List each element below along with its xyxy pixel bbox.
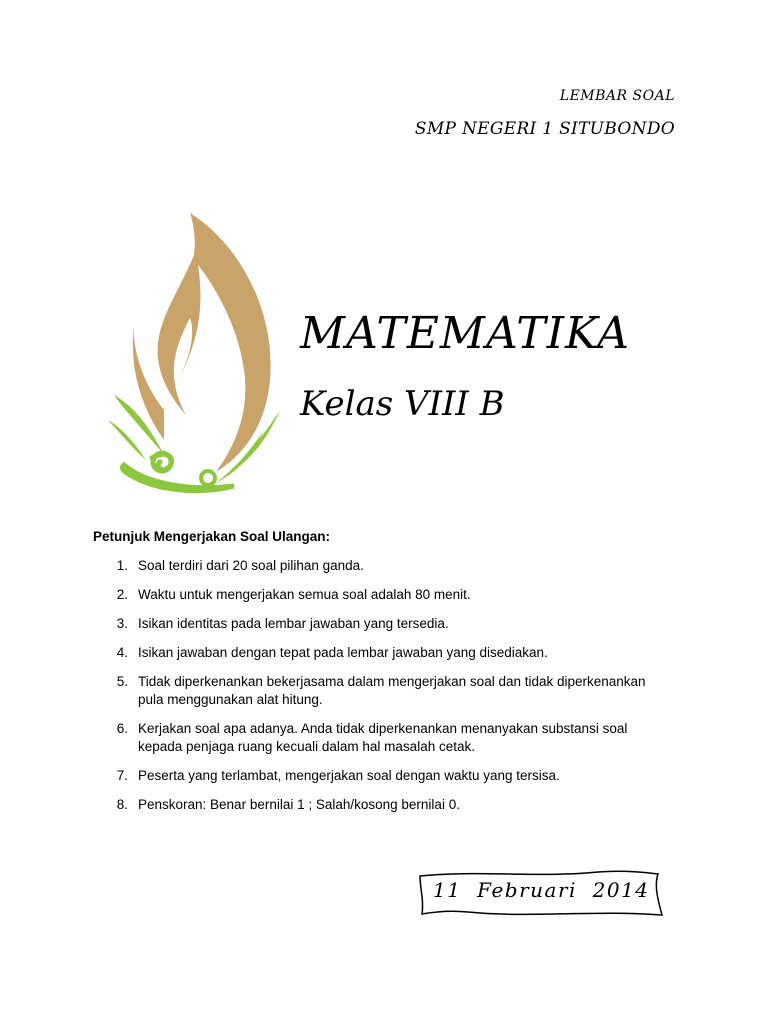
instruction-item	[93, 673, 673, 709]
instruction-number: 1.	[116, 558, 128, 573]
instructions-section	[93, 529, 673, 825]
instruction-item	[93, 796, 673, 814]
subject-title: MATEMATIKA	[300, 308, 630, 359]
instruction-text: Penskoran: Benar bernilai 1 ; Salah/kosong bernilai 0.	[138, 797, 460, 812]
instruction-item	[93, 615, 673, 633]
instruction-number: 7.	[116, 768, 128, 783]
instruction-item	[93, 720, 673, 756]
instruction-number: 2.	[116, 587, 128, 602]
instruction-text: Waktu untuk mengerjakan semua soal adalah 80 menit.	[138, 587, 471, 602]
instruction-item	[93, 767, 673, 785]
document-type-label: LEMBAR SOAL	[559, 88, 675, 104]
instructions-list	[93, 557, 673, 814]
instruction-text: Isikan jawaban dengan tepat pada lembar jawaban yang disediakan.	[138, 645, 548, 660]
instruction-number: 6.	[116, 721, 128, 736]
instruction-text: Peserta yang terlambat, mengerjakan soal dengan waktu yang tersisa.	[138, 768, 560, 783]
instruction-item	[93, 586, 673, 604]
instruction-number: 4.	[116, 645, 128, 660]
instruction-text: Tidak diperkenankan bekerjasama dalam mengerjakan soal dan tidak diperkenankan pula menggunakan alat hitung.	[138, 674, 646, 707]
instruction-number: 5.	[116, 674, 128, 689]
instruction-number: 3.	[116, 616, 128, 631]
flame-leaf-logo-icon	[104, 210, 284, 500]
class-name: Kelas VIII B	[300, 384, 505, 424]
instruction-text: Kerjakan soal apa adanya. Anda tidak diperkenankan menanyakan substansi soal kepada penjaga ruang kecuali dalam hal masalah cetak.	[138, 721, 628, 754]
instruction-text: Soal terdiri dari 20 soal pilihan ganda.	[138, 558, 364, 573]
flame-shape	[133, 213, 271, 472]
instruction-item	[93, 644, 673, 662]
instructions-heading: Petunjuk Mengerjakan Soal Ulangan:	[93, 529, 331, 544]
exam-date: 11 Februari 2014	[433, 878, 650, 902]
instruction-item	[93, 557, 673, 575]
school-name: SMP NEGERI 1 SITUBONDO	[414, 119, 675, 139]
instruction-text: Isikan identitas pada lembar jawaban yang tersedia.	[138, 616, 449, 631]
instruction-number: 8.	[116, 797, 128, 812]
leaf-base	[122, 454, 234, 490]
